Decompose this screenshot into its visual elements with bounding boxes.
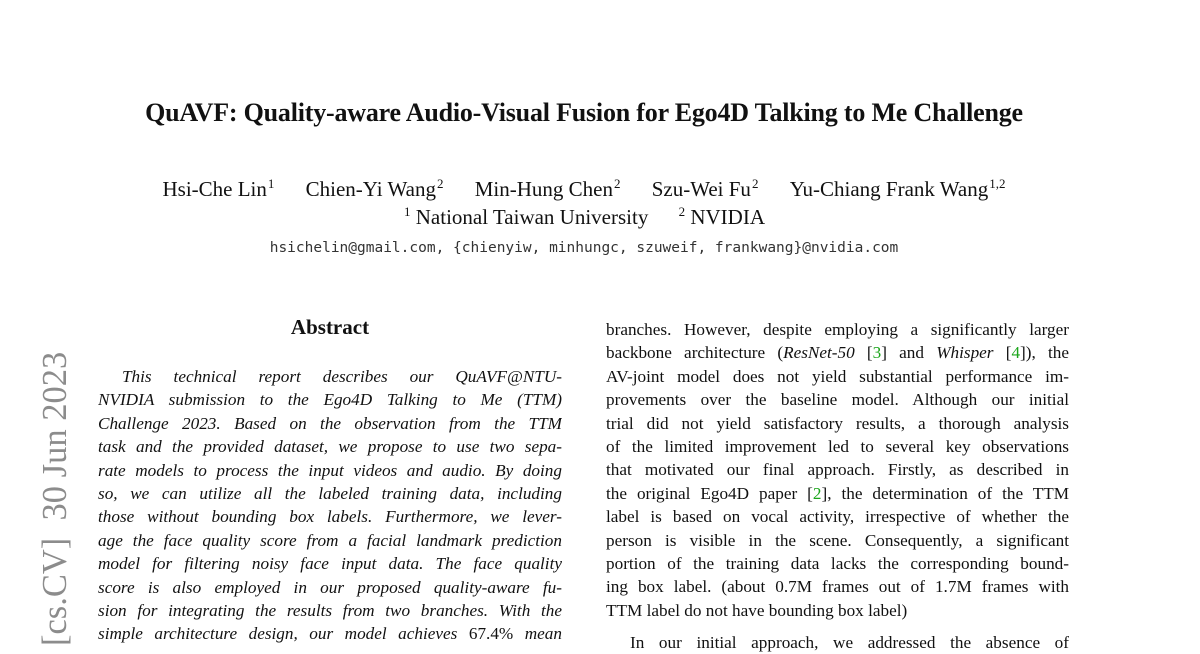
body-line: branches. However, despite employing a significantly larger [606,320,1069,339]
author-5: Yu-Chiang Frank Wang$^{1,2}$ [789,176,1006,201]
author-4: Szu-Wei Fu$^2$ [651,176,759,201]
body-line: portion of the training data lacks the corresponding bound- [606,553,1069,573]
abstract-body [98,365,562,646]
body-line: ing box label. (about 0.7M frames out of 1.7M frames with [606,577,1069,597]
body-line: person is visible in the scene. Consequently, a significant [606,530,1069,550]
author-3: Min-Hung Chen$^2$ [474,176,621,201]
citation-link[interactable]: 4 [1011,343,1021,363]
abstract-line: simple architecture design, our model achieves 67.4% mean [98,624,562,644]
affiliation-2: $^2$ NVIDIA [678,204,765,229]
body-line: TTM label do not have bounding box label) [606,600,908,620]
body-right-column [606,318,1069,654]
citation-link[interactable]: 3 [872,343,882,363]
body-line: provements over the baseline model. Although our initial [606,390,1069,410]
body-line: label is based on vocal activity, irrespective of whether the [606,507,1069,527]
abstract-line: so, we can utilize all the labeled training data, including [98,483,562,503]
author-1: Hsi-Che Lin$^1$ [162,176,275,201]
abstract-line: those without bounding box labels. Furthermore, we lever- [98,507,562,527]
body-line: backbone architecture (ResNet-50 [3] and Whisper [4]), the [606,343,1069,363]
arxiv-stamp [34,313,74,648]
abstract-line: model for filtering noisy face input data. The face quality [98,554,562,574]
abstract-line: task and the provided dataset, we propose to use two sepa- [98,437,562,457]
body-line: AV-joint model does not yield substantial performance im- [606,366,1069,386]
abstract-line: age the face quality score from a facial landmark prediction [98,530,562,550]
abstract-line: score is also employed in our proposed quality-aware fu- [98,577,562,597]
arxiv-stamp-text: [cs.CV] 30 Jun 2023 [36,351,74,646]
author-list [0,177,1168,202]
abstract-line: Challenge 2023. Based on the observation from the TTM [98,413,562,433]
body-line: trial did not yield satisfactory results, a thorough analysis [606,413,1069,433]
abstract-line: rate models to process the input videos and audio. By doing [98,460,562,480]
author-2: Chien-Yi Wang$^2$ [305,176,444,201]
body-line: that motivated our final approach. Firstly, as described in [606,460,1069,480]
body-line: the original Ego4D paper [2], the determination of the TTM [606,483,1069,503]
affiliation-1: $^1$ National Taiwan University [404,204,649,229]
abstract-line: sion for integrating the results from two branches. With the [98,600,562,620]
abstract-heading: Abstract [290,315,370,339]
body-line: In our initial approach, we addressed the absence of [630,633,1069,653]
abstract-metric-value: 67.4% [468,624,514,644]
affiliation-list [0,205,1168,230]
abstract-line: NVIDIA submission to the Ego4D Talking to Me (TTM) [98,390,562,410]
abstract-line: This technical report describes our QuAVF@NTU- [122,367,562,386]
citation-link[interactable]: 2 [812,483,822,503]
author-emails: hsichelin@gmail.com, {chienyiw, minhungc, szuweif, frankwang}@nvidia.com [269,240,899,256]
paper-title: QuAVF: Quality-aware Audio-Visual Fusion for Ego4D Talking to Me Challenge [145,98,1023,127]
body-line: of the limited improvement led to several key observations [606,436,1069,456]
